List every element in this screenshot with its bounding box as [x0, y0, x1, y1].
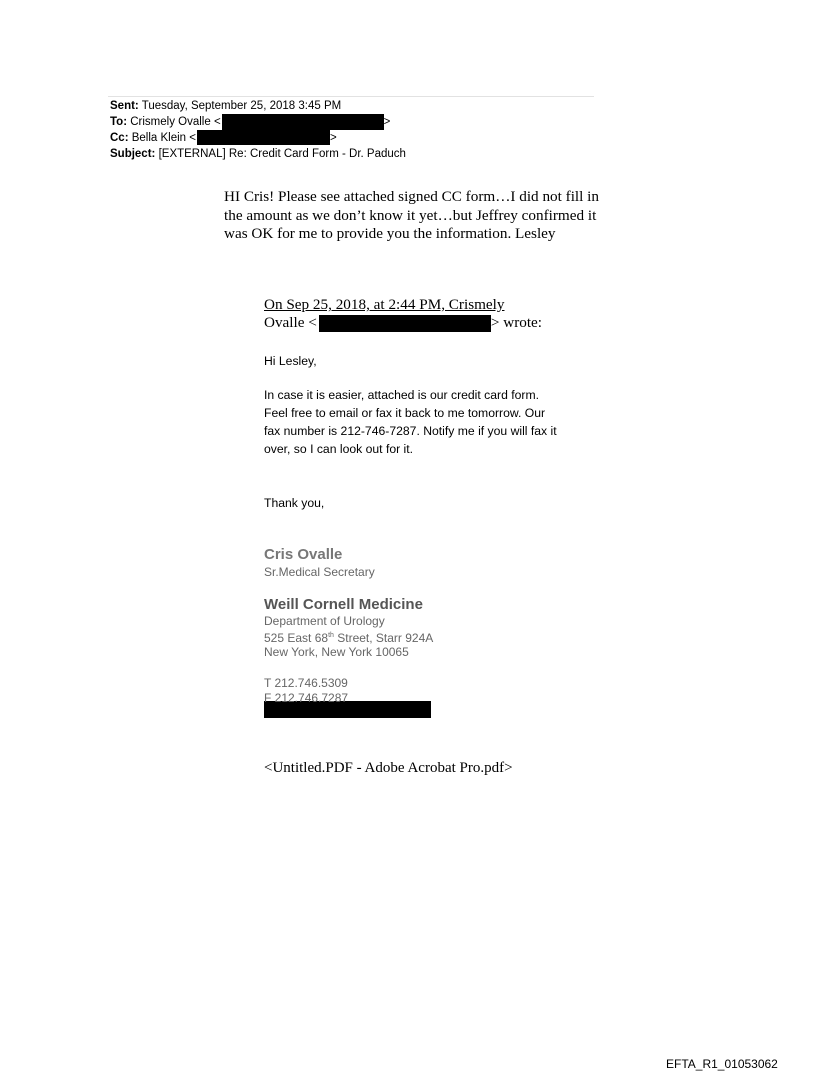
signature-contact [264, 676, 431, 718]
quoted-date-line: On Sep 25, 2018, at 2:44 PM, Crismely [264, 296, 505, 313]
signature-address-block [264, 614, 433, 660]
cc-close: > [329, 132, 337, 144]
attachment-name[interactable]: <Untitled.PDF - Adobe Acrobat Pro.pdf> [264, 760, 513, 776]
redaction-quoted-email [319, 315, 491, 332]
to-value: Crismely Ovalle < [130, 116, 221, 129]
street-ordinal: th [328, 631, 334, 639]
signature-title: Sr.Medical Secretary [264, 565, 375, 579]
to-close: > [383, 116, 391, 129]
signature-street [264, 629, 433, 646]
quoted-greeting: Hi Lesley, [264, 354, 317, 368]
street-rest: Street, Starr 924A [333, 630, 434, 645]
quoted-from-line [264, 314, 604, 332]
street-number: 525 East 68 [264, 630, 329, 645]
header-divider [108, 96, 594, 97]
cc-label: Cc: [110, 132, 129, 144]
sent-line [110, 98, 610, 114]
signature-org: Weill Cornell Medicine [264, 596, 423, 613]
subject-line [110, 146, 610, 162]
to-line [110, 114, 610, 130]
quoted-header [264, 296, 604, 332]
signature-fax: F 212.746.7287 [264, 690, 349, 705]
signature-phone: T 212.746.5309 [264, 676, 348, 690]
to-label: To: [110, 116, 128, 129]
quoted-thanks: Thank you, [264, 496, 325, 510]
cc-line [110, 130, 610, 146]
quoted-wrote: > wrote: [490, 314, 543, 331]
email-header [110, 98, 610, 162]
quoted-from-name: Ovalle < [264, 314, 317, 331]
redaction-to-email [222, 114, 384, 130]
reply-message: HI Cris! Please see attached signed CC form…I did not fill in the amount as we don’t know it yet…but Jeffrey confirmed it was OK for me to provide you the information. Lesley [224, 188, 599, 242]
subject-value: [EXTERNAL] Re: Credit Card Form - Dr. Paduch [158, 148, 406, 160]
bates-number: EFTA_R1_01053062 [666, 1057, 778, 1071]
sent-label: Sent: [110, 100, 139, 112]
redaction-cc-email [197, 130, 330, 145]
signature-name: Cris Ovalle [264, 546, 343, 563]
signature-dept: Department of Urology [264, 614, 385, 628]
subject-label: Subject: [110, 148, 156, 160]
sent-value: Tuesday, September 25, 2018 3:45 PM [141, 100, 342, 112]
signature-city: New York, New York 10065 [264, 645, 409, 659]
quoted-body: In case it is easier, attached is our credit card form. Feel free to email or fax it back to me tomorrow. Our fax number is 212-746-7287. Notify me if you will fax it over, so I can look out for it. [264, 388, 557, 456]
cc-value: Bella Klein < [131, 132, 196, 144]
